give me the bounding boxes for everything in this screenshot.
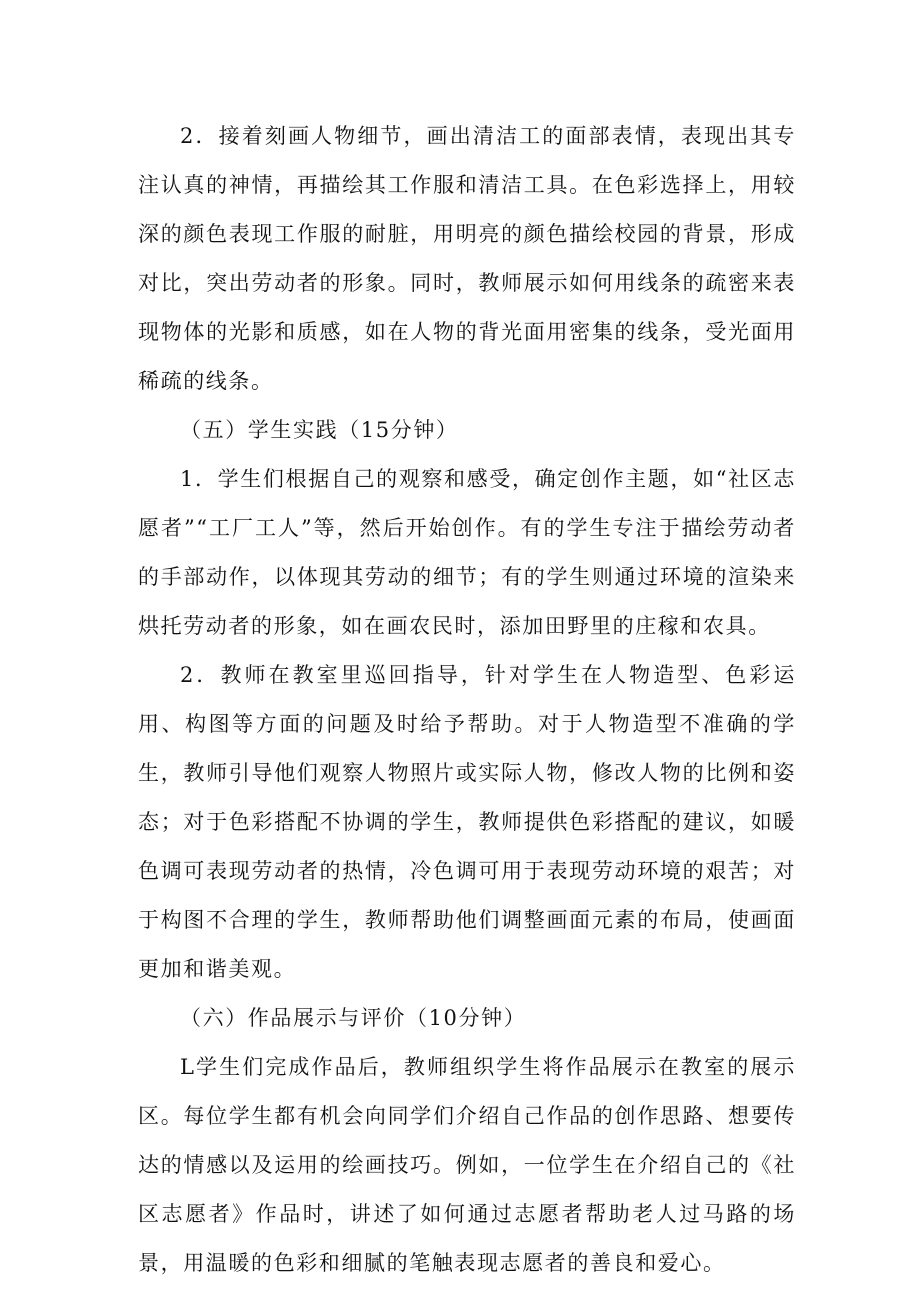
paragraph-practice-step-1: 1．学生们根据自己的观察和感受，确定创作主题，如“社区志愿者”“工厂工人”等，然后开始创作。有的学生专注于描绘劳动者的手部动作，以体现其劳动的细节；有的学生则通过环境的渲染来烘托劳动者的形象，如在画农民时，添加田野里的庄稼和农具。 [138, 467, 796, 638]
paragraph-display-step-1: L学生们完成作品后，教师组织学生将作品展示在教室的展示区。每位学生都有机会向同学们介绍自己作品的创作思路、想要传达的情感以及运用的绘画技巧。例如，一位学生在介绍自己的《社区志愿者》作品时，讲述了如何通过志愿者帮助老人过马路的场景，用温暖的色彩和细腻的笔触表现志愿者的善良和爱心。 [138, 1055, 796, 1275]
section-heading-display-evaluation: （六）作品展示与评价（10分钟） [180, 1006, 527, 1030]
section-heading-student-practice: （五）学生实践（15分钟） [180, 418, 459, 442]
document-page [138, 112, 796, 1288]
paragraph-practice-step-2: 2．教师在教室里巡回指导，针对学生在人物造型、色彩运用、构图等方面的问题及时给予帮助。对于人物造型不准确的学生，教师引导他们观察人物照片或实际人物，修改人物的比例和姿态；对于色彩搭配不协调的学生，教师提供色彩搭配的建议，如暖色调可表现劳动者的热情，冷色调可用于表现劳动环境的艰苦；对于构图不合理的学生，教师帮助他们调整画面元素的布局，使画面更加和谐美观。 [138, 663, 796, 981]
paragraph-step-2-detail: 2．接着刻画人物细节，画出清洁工的面部表情，表现出其专注认真的神情，再描绘其工作服和清洁工具。在色彩选择上，用较深的颜色表现工作服的耐脏，用明亮的颜色描绘校园的背景，形成对比，突出劳动者的形象。同时，教师展示如何用线条的疏密来表现物体的光影和质感，如在人物的背光面用密集的线条，受光面用稀疏的线条。 [138, 124, 796, 393]
